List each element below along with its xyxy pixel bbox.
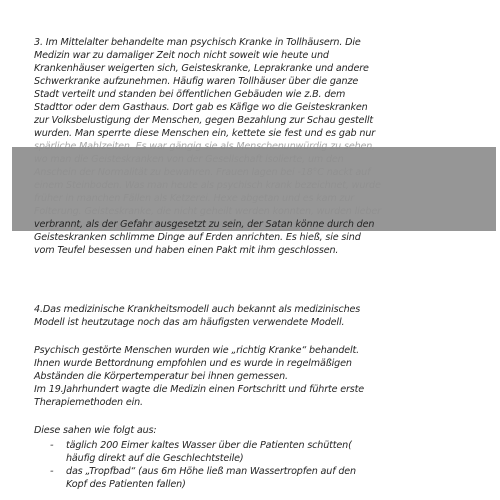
section3-line: zur Volksbelustigung der Menschen, gegen Bezahlung zur Schau gestellt xyxy=(34,115,373,126)
bullet-dash: - xyxy=(50,466,54,477)
section4-intro-line: 4.Das medizinische Krankheitsmodell auch bekannt als medizinisches xyxy=(34,304,361,315)
section3-line: wurden. Man sperrte diese Menschen ein, kettete sie fest und es gab nur xyxy=(34,128,376,139)
section3-line: Medizin war zu damaliger Zeit noch nicht soweit wie heute und xyxy=(34,50,329,61)
section4-para-line: Psychisch gestörte Menschen wurden wie „richtig Kranke“ behandelt. xyxy=(34,345,360,356)
section3-line: 3. Im Mittelalter behandelte man psychisch Kranke in Tollhäusern. Die xyxy=(34,37,361,48)
section4-para-line: Therapiemethoden ein. xyxy=(34,397,143,408)
section3-line: verbrannt, als der Gefahr ausgesetzt zu sein, der Satan könne durch den xyxy=(34,219,375,230)
section3-line: Geisteskranken schlimme Dinge auf Erden anrichten. Es hieß, sie sind xyxy=(34,232,361,243)
section3-line: Stadt verteilt und standen bei öffentlichen Gebäuden wie z.B. dem xyxy=(34,89,346,100)
section3-line: Schwerkranke aufzunehmen. Häufig waren Tollhäuser über die ganze xyxy=(34,76,359,87)
bullet-line: häufig direkt auf die Geschlechtsteile) xyxy=(66,453,244,464)
section3-line: vom Teufel besessen und haben einen Pakt mit ihm geschlossen. xyxy=(34,245,339,256)
list-intro: Diese sahen wie folgt aus: xyxy=(34,425,157,436)
bullet-line: täglich 200 Eimer kaltes Wasser über die Patienten schütten( xyxy=(66,440,352,451)
section3-line: Krankenhäuser weigerten sich, Geisteskranke, Leprakranke und andere xyxy=(34,63,369,74)
section4-intro-line: Modell ist heutzutage noch das am häufigsten verwendete Modell. xyxy=(34,317,345,328)
bullet-dash: - xyxy=(50,440,54,451)
section3-line: Stadttor oder dem Gasthaus. Dort gab es Käfige wo die Geisteskranken xyxy=(34,102,368,113)
section4-para-line: Abständen die Körpertemperatur bei ihnen gemessen. xyxy=(34,371,288,382)
section4-para-line: Ihnen wurde Bettordnung empfohlen und es wurde in regelmäßigen xyxy=(34,358,352,369)
bullet-line: Kopf des Patienten fallen) xyxy=(66,479,186,490)
section4-para-line: Im 19.Jahrhundert wagte die Medizin einen Fortschritt und führte erste xyxy=(34,384,365,395)
bullet-line: das „Tropfbad“ (aus 6m Höhe ließ man Wassertropfen auf den xyxy=(66,466,356,477)
